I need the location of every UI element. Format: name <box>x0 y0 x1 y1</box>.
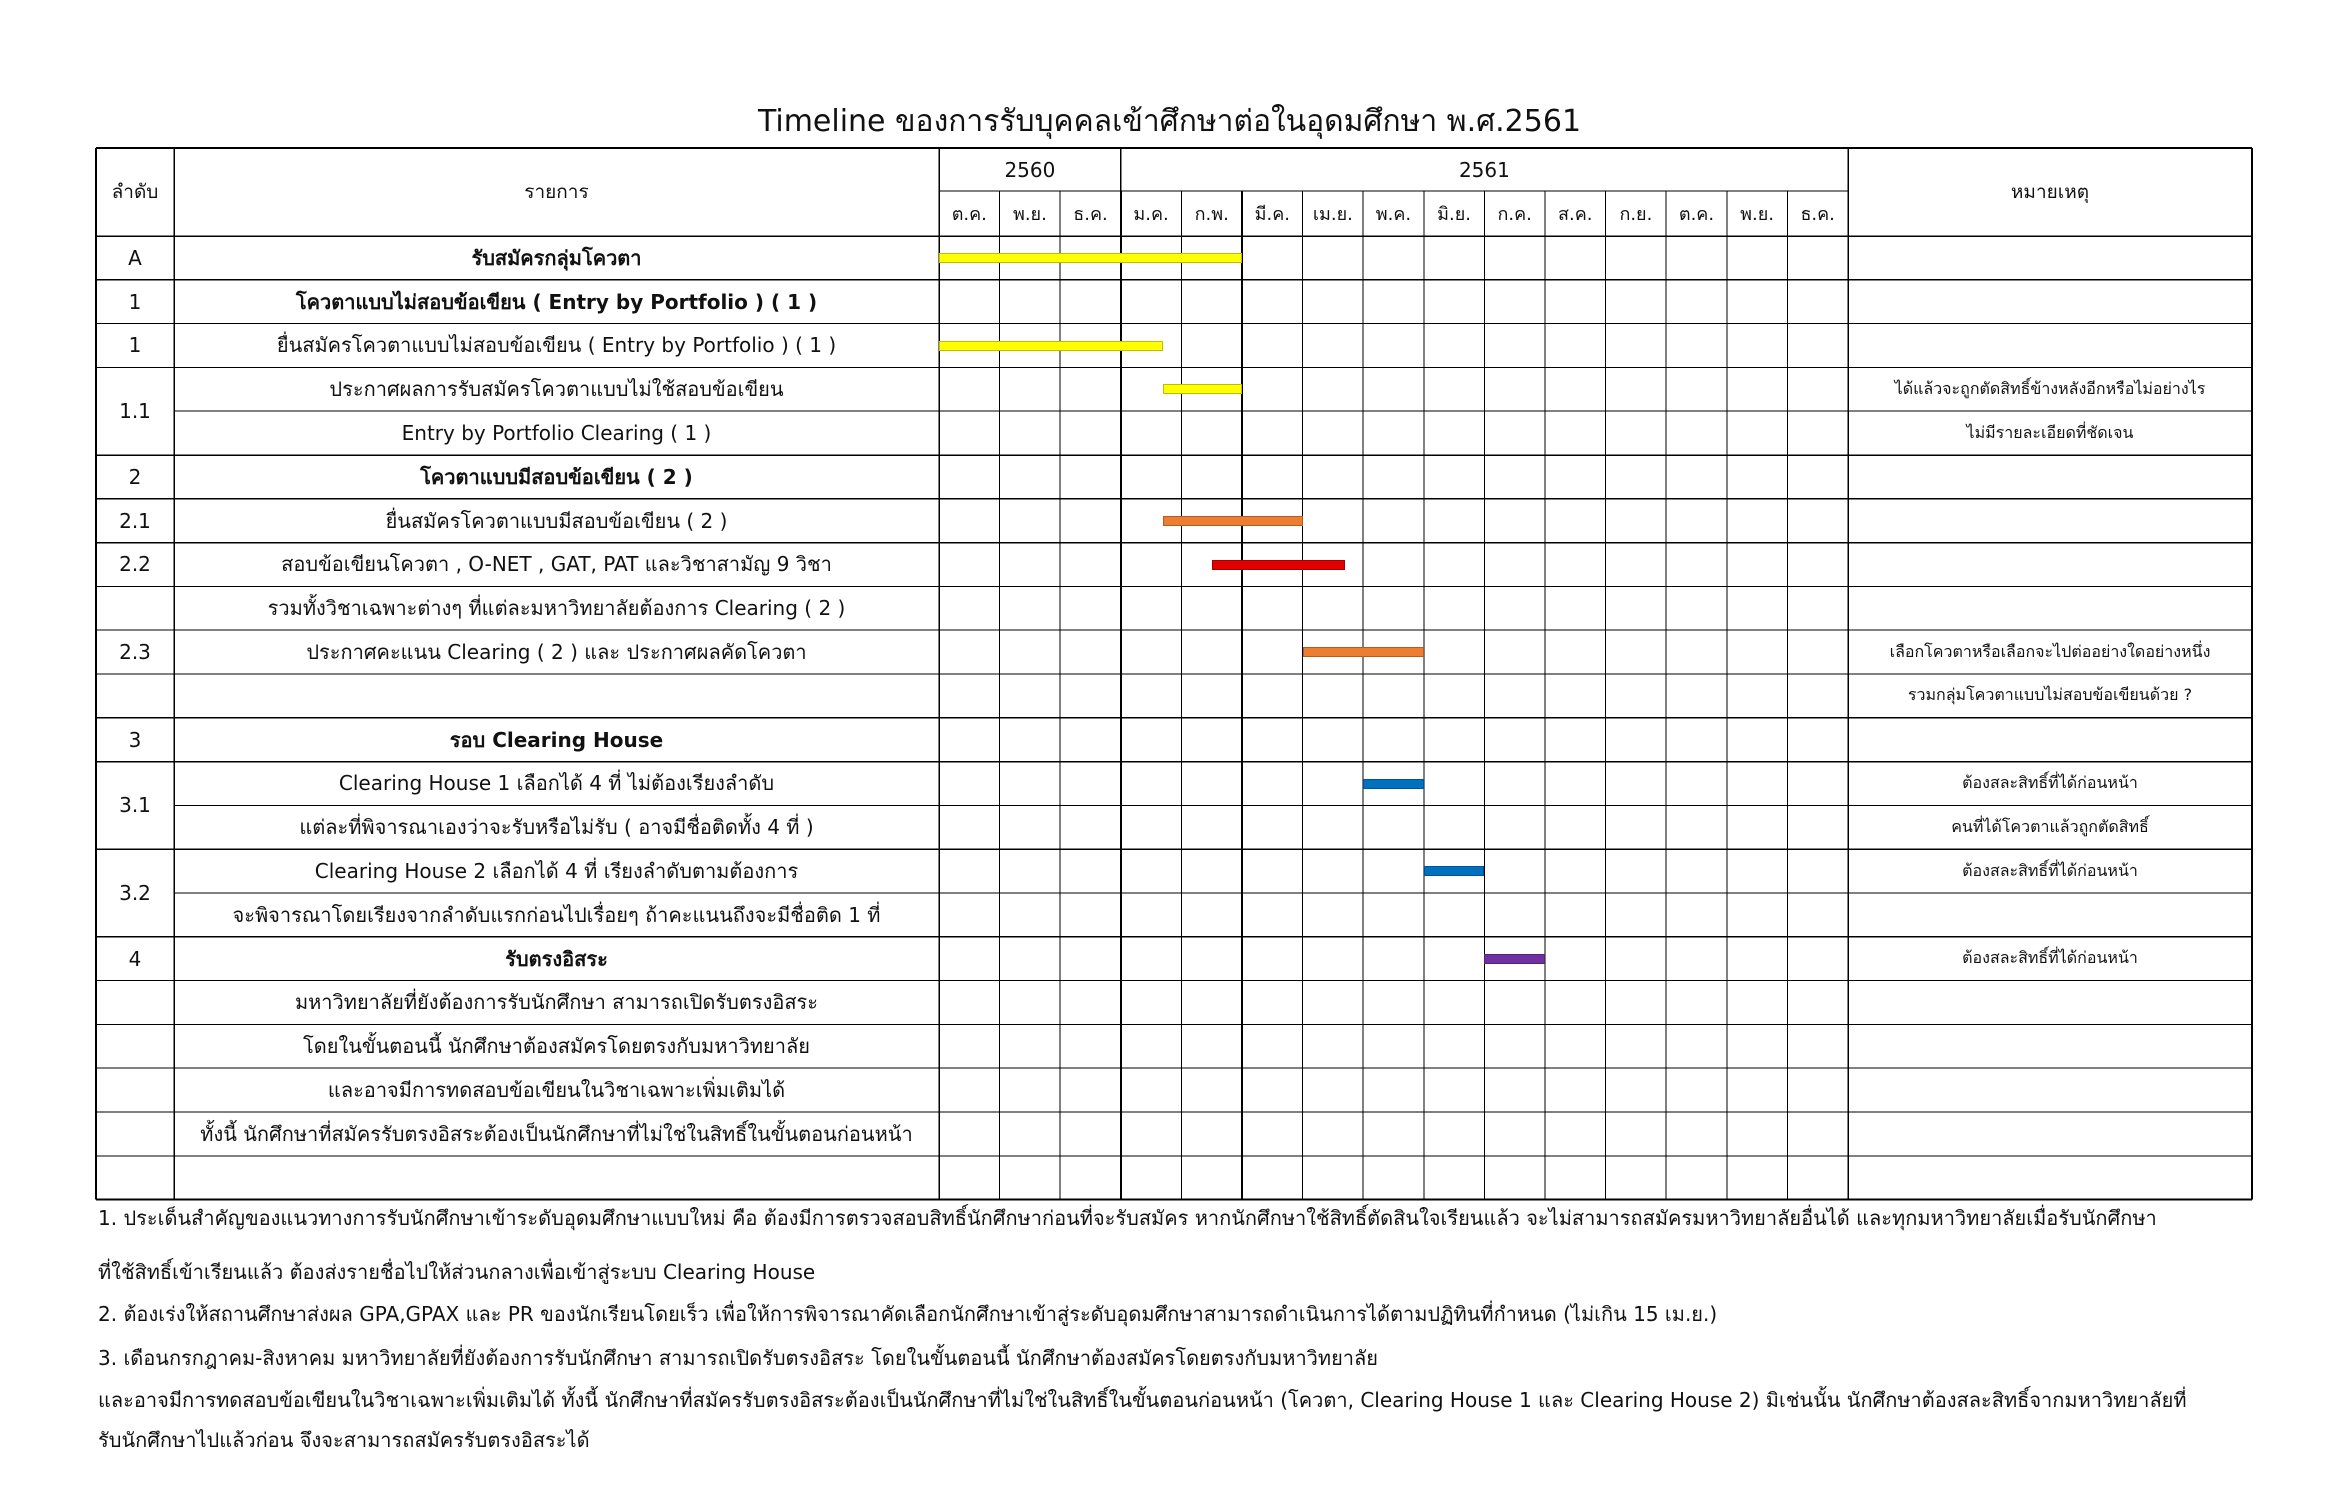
row-remark <box>1848 499 2252 543</box>
row-seq <box>96 586 174 630</box>
row-task: รับตรงอิสระ <box>505 946 608 971</box>
row-task: ยื่นสมัครโควตาแบบมีสอบข้อเขียน ( 2 ) <box>385 508 728 533</box>
timeline-bar <box>939 341 1163 351</box>
row-remark <box>1848 543 2252 587</box>
row-remark <box>1848 893 2252 937</box>
row-remark: ได้แล้วจะถูกตัดสิทธิ์ข้างหลังอีกหรือไม่อย่างไร <box>1894 378 2206 398</box>
row-seq <box>96 1024 174 1068</box>
row-seq <box>96 674 174 718</box>
row-remark <box>1848 586 2252 630</box>
row-remark <box>1848 455 2252 499</box>
row-remark: คนที่ได้โควตาแล้วถูกตัดสิทธิ์ <box>1951 816 2149 836</box>
row-seq: 3.1 <box>119 793 151 818</box>
row-task <box>174 674 939 718</box>
row-seq: 1.1 <box>119 399 151 424</box>
row-task: ประกาศคะแนน Clearing ( 2 ) และ ประกาศผลคัดโควตา <box>306 640 807 665</box>
row-task: โควตาแบบมีสอบข้อเขียน ( 2 ) <box>420 464 693 489</box>
note-line: รับนักศึกษาไปแล้วก่อน จึงจะสามารถสมัครรับตรงอิสระได้ <box>98 1428 590 1452</box>
row-remark: ต้องสละสิทธิ์ที่ได้ก่อนหน้า <box>1962 860 2138 880</box>
header-month: ก.ย. <box>1619 204 1653 225</box>
header-month: พ.ย. <box>1740 204 1775 225</box>
note-line: และอาจมีการทดสอบข้อเขียนในวิชาเฉพาะเพิ่มเติมได้ ทั้งนี้ นักศึกษาที่สมัครรับตรงอิสระต้องเป็นนักศึกษาที่ไม่ใช่ในสิทธิ์ในขั้นตอนก่อนหน้า (โควตา, Clearing House 1 และ Clearing House 2) มิเช่นนั้น นักศึกษาต้องสละสิทธิ์จากมหาวิทยาลัยที่ <box>98 1388 2187 1412</box>
header-task: รายการ <box>524 181 589 203</box>
header-seq: ลำดับ <box>111 181 159 203</box>
header-month: มี.ค. <box>1254 204 1290 225</box>
row-task <box>174 1156 939 1200</box>
row-task: Clearing House 1 เลือกได้ 4 ที่ ไม่ต้องเรียงลำดับ <box>338 771 775 796</box>
timeline-bar <box>939 253 1242 263</box>
row-remark: เลือกโควตาหรือเลือกจะไปต่ออย่างใดอย่างหนึ่ง <box>1889 641 2211 661</box>
row-remark <box>1848 236 2252 280</box>
row-remark <box>1848 718 2252 762</box>
row-task: ยื่นสมัครโควตาแบบไม่สอบข้อเขียน ( Entry by Portfolio ) ( 1 ) <box>276 333 837 358</box>
row-remark <box>1848 324 2252 368</box>
note-line: 1. ประเด็นสำคัญของแนวทางการรับนักศึกษาเข้าระดับอุดมศึกษาแบบใหม่ คือ ต้องมีการตรวจสอบสิทธิ์นักศึกษาก่อนที่จะรับสมัคร หากนักศึกษาใช้สิทธิ์ตัดสินใจเรียนแล้ว จะไม่สามารถสมัครมหาวิทยาลัยอื่นได้ และทุกมหาวิทยาลัยเมื่อรับนักศึกษา <box>98 1206 2157 1230</box>
row-seq: 2.2 <box>119 552 151 577</box>
header-month: ก.ค. <box>1497 204 1532 225</box>
row-task: โควตาแบบไม่สอบข้อเขียน ( Entry by Portfolio ) ( 1 ) <box>295 289 818 314</box>
row-remark <box>1848 1112 2252 1156</box>
row-task: และอาจมีการทดสอบข้อเขียนในวิชาเฉพาะเพิ่มเติมได้ <box>327 1078 786 1103</box>
header-month: ธ.ค. <box>1073 204 1108 225</box>
row-task: รับสมัครกลุ่มโควตา <box>471 245 642 270</box>
row-seq <box>96 1068 174 1112</box>
header-month: ม.ค. <box>1133 204 1169 225</box>
header-month: พ.ค. <box>1375 204 1412 225</box>
timeline-bar <box>1484 954 1545 964</box>
page-title: Timeline ของการรับบุคคลเข้าศึกษาต่อในอุดมศึกษา พ.ศ.2561 <box>757 104 1582 139</box>
row-seq: 1 <box>128 333 142 358</box>
row-seq: 2.3 <box>119 640 151 665</box>
row-seq: 3.2 <box>119 880 151 905</box>
header-month: ต.ค. <box>951 204 987 225</box>
header-year: 2560 <box>1004 157 1056 182</box>
row-seq <box>96 981 174 1025</box>
row-seq <box>96 1156 174 1200</box>
row-seq: A <box>128 245 142 270</box>
row-task: รวมทั้งวิชาเฉพาะต่างๆ ที่แต่ละมหาวิทยาลัยต้องการ Clearing ( 2 ) <box>267 596 846 621</box>
row-task: Entry by Portfolio Clearing ( 1 ) <box>401 421 712 446</box>
timeline-bar <box>1363 779 1424 789</box>
header-remarks: หมายเหตุ <box>2010 181 2090 203</box>
row-remark: ไม่มีรายละเอียดที่ชัดเจน <box>1966 422 2134 442</box>
row-seq: 4 <box>128 946 142 971</box>
row-task: ทั้งนี้ นักศึกษาที่สมัครรับตรงอิสระต้องเป็นนักศึกษาที่ไม่ใช่ในสิทธิ์ในขั้นตอนก่อนหน้า <box>200 1121 913 1146</box>
row-task: แต่ละที่พิจารณาเองว่าจะรับหรือไม่รับ ( อาจมีชื่อติดทั้ง 4 ที่ ) <box>299 815 814 840</box>
row-remark: ต้องสละสิทธิ์ที่ได้ก่อนหน้า <box>1962 948 2138 968</box>
row-remark: ต้องสละสิทธิ์ที่ได้ก่อนหน้า <box>1962 772 2138 792</box>
row-task: สอบข้อเขียนโควตา , O-NET , GAT, PAT และวิชาสามัญ 9 วิชา <box>281 552 832 577</box>
header-month: ธ.ค. <box>1800 204 1835 225</box>
header-month: ก.พ. <box>1194 204 1229 225</box>
row-task: จะพิจารณาโดยเรียงจากลำดับแรกก่อนไปเรื่อยๆ ถ้าคะแนนถึงจะมีชื่อติด 1 ที่ <box>232 902 881 927</box>
header-month: มิ.ย. <box>1437 204 1472 225</box>
note-line: 3. เดือนกรกฎาคม-สิงหาคม มหาวิทยาลัยที่ยังต้องการรับนักศึกษา สามารถเปิดรับตรงอิสระ โดยในขั้นตอนนี้ นักศึกษาต้องสมัครโดยตรงกับมหาวิทยาลัย <box>98 1346 1379 1370</box>
header-month: ต.ค. <box>1678 204 1715 225</box>
header-month: ส.ค. <box>1558 204 1593 225</box>
timeline-bar <box>1303 647 1424 657</box>
timeline-bar <box>1212 560 1345 570</box>
header-month: เม.ย. <box>1312 204 1353 225</box>
row-seq <box>96 1112 174 1156</box>
row-seq: 1 <box>128 289 142 314</box>
header-month: พ.ย. <box>1012 204 1047 225</box>
timeline-bar <box>1163 384 1242 394</box>
header-year: 2561 <box>1458 157 1510 182</box>
timeline-bar <box>1163 516 1302 526</box>
row-remark <box>1848 1024 2252 1068</box>
row-remark <box>1848 280 2252 324</box>
note-line: ที่ใช้สิทธิ์เข้าเรียนแล้ว ต้องส่งรายชื่อไปให้ส่วนกลางเพื่อเข้าสู่ระบบ Clearing House <box>98 1260 816 1284</box>
row-remark <box>1848 981 2252 1025</box>
row-task: มหาวิทยาลัยที่ยังต้องการรับนักศึกษา สามารถเปิดรับตรงอิสระ <box>294 990 819 1015</box>
row-task: Clearing House 2 เลือกได้ 4 ที่ เรียงลำดับตามต้องการ <box>314 859 799 884</box>
row-seq: 2 <box>128 464 142 489</box>
row-seq: 3 <box>128 727 142 752</box>
note-line: 2. ต้องเร่งให้สถานศึกษาส่งผล GPA,GPAX และ PR ของนักเรียนโดยเร็ว เพื่อให้การพิจารณาคัดเลือกนักศึกษาเข้าสู่ระดับอุดมศึกษาสามารถดำเนินการได้ตามปฏิทินที่กำหนด (ไม่เกิน 15 เม.ย.) <box>98 1302 1718 1326</box>
row-remark <box>1848 1068 2252 1112</box>
row-task: ประกาศผลการรับสมัครโควตาแบบไม่ใช้สอบข้อเขียน <box>329 377 784 402</box>
row-seq: 2.1 <box>119 508 151 533</box>
row-task: โดยในขั้นตอนนี้ นักศึกษาต้องสมัครโดยตรงกับมหาวิทยาลัย <box>303 1034 810 1059</box>
row-task: รอบ Clearing House <box>449 727 664 752</box>
timeline-bar <box>1424 866 1485 876</box>
row-remark <box>1848 1156 2252 1200</box>
row-remark: รวมกลุ่มโควตาแบบไม่สอบข้อเขียนด้วย ? <box>1907 685 2193 705</box>
